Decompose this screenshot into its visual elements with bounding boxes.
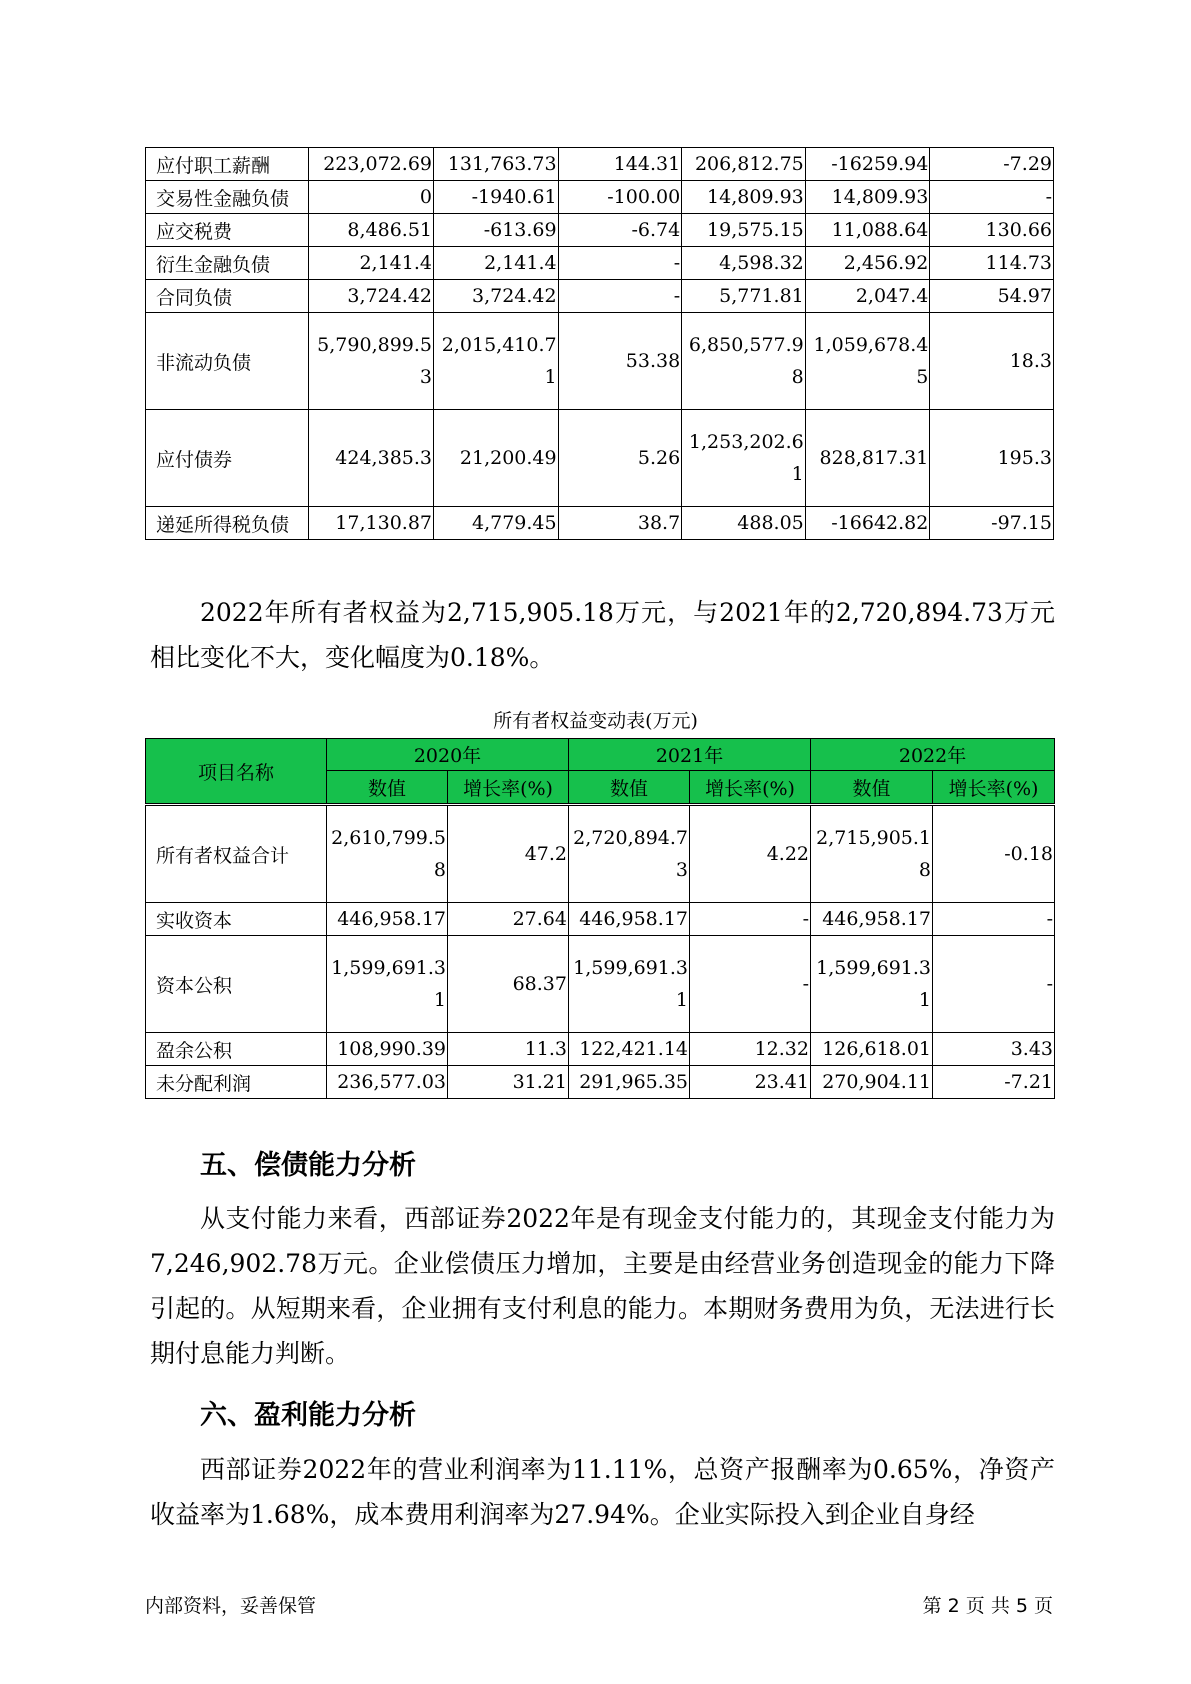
cell: 195.3: [930, 410, 1054, 507]
cell: 126,618.01: [811, 1033, 933, 1066]
row-name: 未分配利润: [146, 1066, 327, 1099]
cell: 2,141.4: [309, 247, 434, 280]
table-row: [146, 936, 1055, 1033]
cell: 6,850,577.98: [682, 313, 806, 410]
equity-table-body: [145, 805, 1055, 1099]
row-name: 应付债券: [146, 410, 309, 507]
cell: -: [930, 181, 1054, 214]
cell: -97.15: [930, 507, 1054, 540]
growth-header: 增长率(%): [448, 771, 569, 804]
cell: 38.7: [558, 507, 682, 540]
cell: 14,809.93: [682, 181, 806, 214]
cell: 446,958.17: [327, 903, 448, 936]
cell: 3,724.42: [309, 280, 434, 313]
row-name: 递延所得税负债: [146, 507, 309, 540]
cell: 11.3: [448, 1033, 569, 1066]
cell: 47.2: [448, 806, 569, 903]
table-row: [146, 313, 1054, 410]
cell: -1940.61: [434, 181, 559, 214]
profitability-paragraph: 西部证券2022年的营业利润率为11.11%，总资产报酬率为0.65%，净资产收益率为1.68%，成本费用利润率为27.94%。企业实际投入到企业自身经: [150, 1455, 1055, 1529]
footer-page-number: 第 2 页 共 5 页: [922, 1595, 1053, 1617]
year-header: 2021年: [569, 739, 811, 771]
cell: 3.43: [933, 1033, 1055, 1066]
cell: 23.41: [690, 1066, 811, 1099]
cell: 144.31: [558, 148, 682, 181]
table-row: [146, 214, 1054, 247]
cell: 18.3: [930, 313, 1054, 410]
cell: 1,599,691.31: [327, 936, 448, 1033]
cell: 2,720,894.73: [569, 806, 690, 903]
cell: 2,715,905.18: [811, 806, 933, 903]
table-row: [146, 1066, 1055, 1099]
item-name-header: 项目名称: [146, 739, 327, 804]
year-header: 2020年: [327, 739, 569, 771]
cell: 8,486.51: [309, 214, 434, 247]
liabilities-table: [145, 147, 1054, 540]
table-row: [146, 280, 1054, 313]
growth-header: 增长率(%): [690, 771, 811, 804]
cell: 2,141.4: [434, 247, 559, 280]
cell: 236,577.03: [327, 1066, 448, 1099]
cell: 108,990.39: [327, 1033, 448, 1066]
cell: -613.69: [434, 214, 559, 247]
cell: 828,817.31: [805, 410, 930, 507]
table-row: [146, 903, 1055, 936]
equity-table: [145, 738, 1055, 804]
cell: -16259.94: [805, 148, 930, 181]
table-row: [146, 806, 1055, 903]
cell: 114.73: [930, 247, 1054, 280]
row-name: 盈余公积: [146, 1033, 327, 1066]
cell: -0.18: [933, 806, 1055, 903]
table-row: [146, 507, 1054, 540]
cell: -16642.82: [805, 507, 930, 540]
cell: 424,385.3: [309, 410, 434, 507]
cell: 19,575.15: [682, 214, 806, 247]
cell: 446,958.17: [569, 903, 690, 936]
cell: 1,059,678.45: [805, 313, 930, 410]
cell: -: [690, 903, 811, 936]
cell: 27.64: [448, 903, 569, 936]
row-name: 非流动负债: [146, 313, 309, 410]
cell: 122,421.14: [569, 1033, 690, 1066]
cell: 1,599,691.31: [811, 936, 933, 1033]
cell: 131,763.73: [434, 148, 559, 181]
cell: 1,599,691.31: [569, 936, 690, 1033]
cell: -: [933, 936, 1055, 1033]
row-name: 合同负债: [146, 280, 309, 313]
cell: -: [933, 903, 1055, 936]
cell: 68.37: [448, 936, 569, 1033]
cell: -6.74: [558, 214, 682, 247]
table-row: [146, 410, 1054, 507]
value-header: 数值: [811, 771, 933, 804]
cell: 1,253,202.61: [682, 410, 806, 507]
row-name: 衍生金融负债: [146, 247, 309, 280]
cell: 488.05: [682, 507, 806, 540]
cell: 17,130.87: [309, 507, 434, 540]
cell: 31.21: [448, 1066, 569, 1099]
value-header: 数值: [327, 771, 448, 804]
row-name: 应付职工薪酬: [146, 148, 309, 181]
section-heading-solvency: 五、偿债能力分析: [200, 1150, 416, 1181]
cell: -7.29: [930, 148, 1054, 181]
cell: 291,965.35: [569, 1066, 690, 1099]
cell: 2,610,799.58: [327, 806, 448, 903]
row-name: 交易性金融负债: [146, 181, 309, 214]
cell: 2,456.92: [805, 247, 930, 280]
cell: 3,724.42: [434, 280, 559, 313]
cell: 5,771.81: [682, 280, 806, 313]
cell: 4,598.32: [682, 247, 806, 280]
cell: 206,812.75: [682, 148, 806, 181]
table-row: [146, 148, 1054, 181]
cell: 12.32: [690, 1033, 811, 1066]
footer-confidential: 内部资料，妥善保管: [145, 1595, 317, 1617]
cell: 5.26: [558, 410, 682, 507]
table-row: [146, 181, 1054, 214]
table-row: [146, 1033, 1055, 1066]
value-header: 数值: [569, 771, 690, 804]
section-heading-profitability: 六、盈利能力分析: [200, 1400, 416, 1431]
cell: 54.97: [930, 280, 1054, 313]
cell: 21,200.49: [434, 410, 559, 507]
solvency-paragraph: 从支付能力来看，西部证券2022年是有现金支付能力的，其现金支付能力为7,246,902.78万元。企业偿债压力增加，主要是由经营业务创造现金的能力下降引起的。从短期来看，企业拥有支付利息的能力。本期财务费用为负，无法进行长期付息能力判断。: [150, 1204, 1055, 1368]
cell: 11,088.64: [805, 214, 930, 247]
table-row: [146, 247, 1054, 280]
cell: 0: [309, 181, 434, 214]
cell: 270,904.11: [811, 1066, 933, 1099]
cell: 53.38: [558, 313, 682, 410]
table-caption: 所有者权益变动表(万元): [493, 710, 698, 732]
cell: -: [690, 936, 811, 1033]
row-name: 实收资本: [146, 903, 327, 936]
cell: 2,047.4: [805, 280, 930, 313]
row-name: 所有者权益合计: [146, 806, 327, 903]
cell: -: [558, 247, 682, 280]
table-header-row: [146, 739, 1055, 771]
equity-summary-paragraph: 2022年所有者权益为2,715,905.18万元，与2021年的2,720,894.73万元相比变化不大，变化幅度为0.18%。: [150, 598, 1055, 672]
row-name: 资本公积: [146, 936, 327, 1033]
cell: 4.22: [690, 806, 811, 903]
cell: 14,809.93: [805, 181, 930, 214]
cell: -: [558, 280, 682, 313]
cell: -7.21: [933, 1066, 1055, 1099]
cell: 223,072.69: [309, 148, 434, 181]
cell: 4,779.45: [434, 507, 559, 540]
cell: 5,790,899.53: [309, 313, 434, 410]
cell: 130.66: [930, 214, 1054, 247]
growth-header: 增长率(%): [933, 771, 1055, 804]
cell: -100.00: [558, 181, 682, 214]
year-header: 2022年: [811, 739, 1055, 771]
cell: 446,958.17: [811, 903, 933, 936]
cell: 2,015,410.71: [434, 313, 559, 410]
row-name: 应交税费: [146, 214, 309, 247]
